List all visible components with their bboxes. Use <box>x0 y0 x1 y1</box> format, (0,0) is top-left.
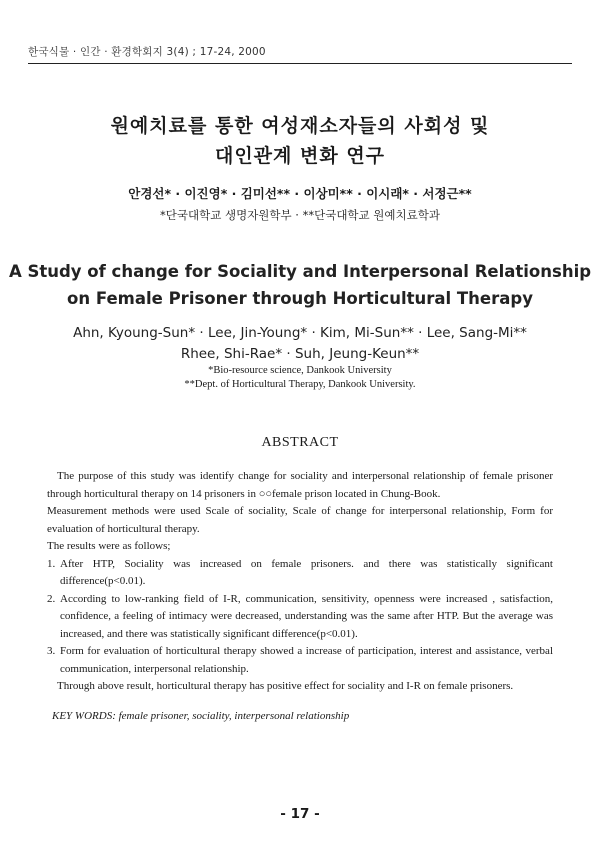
korean-authors: 안경선* · 이진영* · 김미선** · 이상미** · 이시래* · 서정근** <box>128 186 472 201</box>
english-authors-line-2: Rhee, Shi-Rae* · Suh, Jeung-Keun** <box>180 346 420 362</box>
english-title-line-1: A Study of change for Sociality and Interpersonal Relationship <box>8 262 592 281</box>
english-authors-line-1: Ahn, Kyoung-Sun* · Lee, Jin-Young* · Kim, Mi-Sun** · Lee, Sang-Mi** <box>73 325 527 341</box>
result-number: 1. <box>47 557 56 570</box>
abstract-methods: Measurement methods were used Scale of sociality, Scale of change for interpersonal relationship, Form for evaluation of horticultural therapy. <box>47 505 553 535</box>
abstract-purpose: The purpose of this study was identify change for sociality and interpersonal relationship of female prisoner through horticultural therapy on 14 prisoners in ○○female prison located in Chung-Book. <box>47 470 553 500</box>
english-title-line-2: on Female Prisoner through Horticultural Therapy <box>67 289 533 308</box>
english-affiliation-1: *Bio-resource science, Dankook University <box>208 365 392 376</box>
korean-title-line-2: 대인관계 변화 연구 <box>214 145 386 167</box>
korean-title <box>0 111 600 171</box>
english-title <box>0 258 600 312</box>
result-text: According to low-ranking field of I-R, communication, sensitivity, openness were increased , satisfaction, confidence, a feeling of intimacy were decreased, understanding was the same after HTP. But the average was increased, and there was statistically significant difference(p<0.01). <box>60 592 553 640</box>
abstract-conclusion: Through above result, horticultural therapy has positive effect for sociality and I-R on female prisoners. <box>57 680 514 692</box>
result-item <box>47 556 553 591</box>
result-number: 2. <box>47 592 56 605</box>
korean-title-line-1: 원예치료를 통한 여성재소자들의 사회성 및 <box>110 115 490 137</box>
english-affiliations <box>0 364 600 392</box>
result-number: 3. <box>47 645 56 657</box>
page-number: - 17 - <box>280 806 320 822</box>
abstract-results-intro: The results were as follows; <box>47 540 171 552</box>
abstract-heading: ABSTRACT <box>261 435 339 450</box>
header-rule <box>28 63 572 64</box>
english-affiliation-2: **Dept. of Horticultural Therapy, Dankook University. <box>184 379 416 390</box>
result-item <box>47 643 553 678</box>
korean-affiliations: *단국대학교 생명자원학부 · **단국대학교 원예치료학과 <box>160 208 440 222</box>
key-words: KEY WORDS: female prisoner, sociality, interpersonal relationship <box>52 710 350 722</box>
english-authors <box>0 323 600 365</box>
abstract-body <box>47 468 553 696</box>
result-text: After HTP, Sociality was increased on female prisoners. and there was statistically significant difference(p<0.01). <box>60 557 553 587</box>
result-item <box>47 591 553 644</box>
result-text: Form for evaluation of horticultural therapy showed a increase of participation, interest and assistance, verbal communication, interpersonal relationship. <box>60 645 553 675</box>
journal-header: 한국식물 · 인간 · 환경학회지 3(4) ; 17-24, 2000 <box>28 46 266 58</box>
